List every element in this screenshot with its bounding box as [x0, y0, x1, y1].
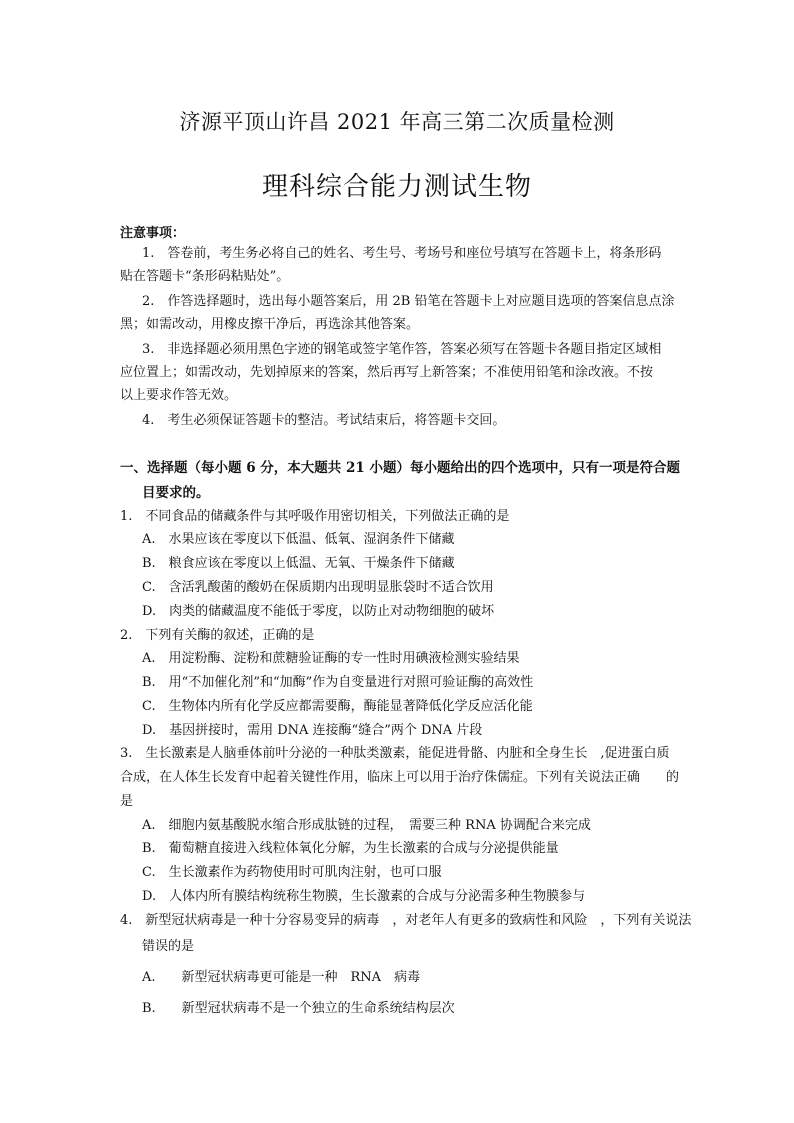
notes-heading: 注意事项： [120, 226, 186, 241]
note-3-line-3: 以上要求作答无效。 [120, 388, 238, 403]
q2-option-d: D. 基因拼接时，需用 DNA 连接酶“缝合”两个 DNA 片段 [142, 723, 483, 738]
exam-subtitle: 理科综合能力测试生物 [261, 172, 532, 202]
note-3-line-2: 应位置上；如需改动，先划掉原来的答案，然后再写上新答案；不准使用铅笔和涂改液。不按 [120, 365, 654, 380]
q1-option-b: B. 粮食应该在零度以上低温、无氧、干燥条件下储藏 [142, 556, 455, 571]
q4-stem-line-2: 错误的是 [142, 939, 195, 954]
exam-title: 济源平顶山许昌 2021 年高三第二次质量检测 [179, 110, 615, 134]
q3-option-b: B. 葡萄糖直接进入线粒体氧化分解，为生长激素的合成与分泌提供能量 [142, 841, 559, 856]
note-1-line-2: 贴在答题卡“条形码粘贴处”。 [120, 269, 290, 284]
q2-option-c: C. 生物体内所有化学反应都需要酶，酶能显著降低化学反应活化能 [142, 699, 533, 714]
q3-stem-line-2: 合成，在人体生长发育中起着关键性作用，临床上可以用于治疗侏儒症。下列有关说法正确 的 [120, 770, 680, 785]
q4-stem-line-1: 4. 新型冠状病毒是一种十分容易变异的病毒 ，对老年人有更多的致病性和风险 ，下列有关说法 [120, 913, 692, 928]
q1-stem: 1. 不同食品的储藏条件与其呼吸作用密切相关，下列做法正确的是 [120, 509, 510, 524]
section-heading-line-1: 一、选择题（每小题 6 分，本大题共 21 小题）每小题给出的四个选项中，只有一项是符合题 [120, 460, 680, 476]
q4-option-a: A. 新型冠状病毒更可能是一种 RNA 病毒 [142, 970, 421, 985]
note-1-line-1: 1. 答卷前，考生务必将自己的姓名、考生号、考场号和座位号填写在答题卡上，将条形码 [142, 246, 662, 261]
q1-option-a: A. 水果应该在零度以下低温、低氧、湿润条件下储藏 [142, 532, 455, 547]
q2-option-a: A. 用淀粉酶、淀粉和蔗糖验证酶的专一性时用碘液检测实验结果 [142, 651, 520, 666]
note-2-line-2: 黑；如需改动，用橡皮擦干净后，再选涂其他答案。 [120, 317, 420, 332]
q2-option-b: B. 用“不加催化剂”和“加酶”作为自变量进行对照可验证酶的高效性 [142, 675, 534, 690]
note-3-line-1: 3. 非选择题必须用黑色字迹的钢笔或签字笔作答，答案必须写在答题卡各题目指定区域相 [142, 342, 662, 357]
q3-stem-line-3: 是 [120, 794, 134, 809]
q2-stem: 2. 下列有关酶的叙述，正确的是 [120, 628, 315, 643]
q3-option-c: C. 生长激素作为药物使用时可肌肉注射，也可口服 [142, 865, 442, 880]
q4-option-b: B. 新型冠状病毒不是一个独立的生命系统结构层次 [142, 1001, 455, 1016]
q3-option-a: A. 细胞内氨基酸脱水缩合形成肽链的过程， 需要三种 RNA 协调配合来完成 [142, 818, 591, 833]
note-2-line-1: 2. 作答选择题时，选出每小题答案后，用 2B 铅笔在答题卡上对应题目选项的答案信息点涂 [142, 294, 675, 309]
note-4-line-1: 4. 考生必须保证答题卡的整洁。考试结束后，将答题卡交回。 [142, 413, 506, 428]
q3-option-d: D. 人体内所有膜结构统称生物膜，生长激素的合成与分泌需多种生物膜参与 [142, 889, 586, 904]
section-heading-line-2: 目要求的。 [142, 485, 210, 501]
q1-option-d: D. 肉类的储藏温度不能低于零度，以防止对动物细胞的破坏 [142, 604, 495, 619]
q3-stem-line-1: 3. 生长激素是人脑垂体前叶分泌的一种肽类激素，能促进骨骼、内脏和全身生长 ,促进蛋白质 [120, 746, 670, 761]
q1-option-c: C. 含活乳酸菌的酸奶在保质期内出现明显胀袋时不适合饮用 [142, 580, 494, 595]
